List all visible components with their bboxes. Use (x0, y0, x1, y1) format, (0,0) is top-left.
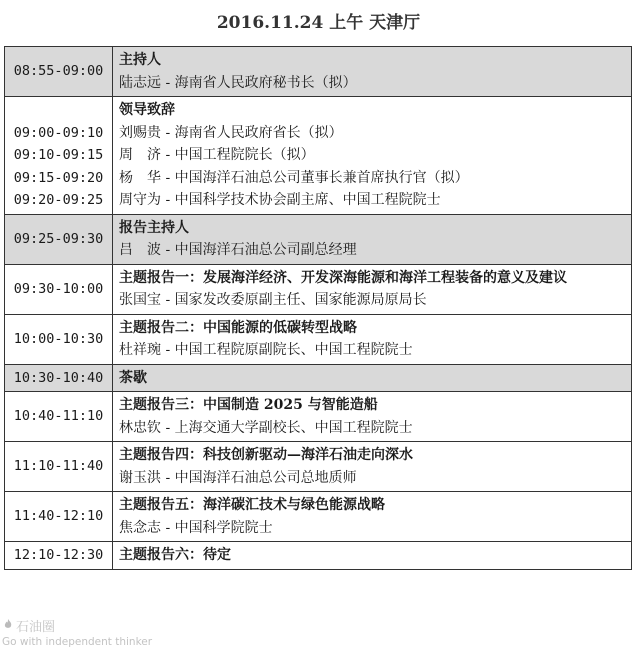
time-slot: 10:30-10:40 (13, 369, 104, 386)
table-row (5, 442, 632, 492)
content-cell (113, 364, 632, 392)
session-heading: 主题报告三：中国制造 2025 与智能造船 (119, 397, 378, 413)
session-heading: 主题报告四：科技创新驱动—海洋石油走向深水 (119, 447, 413, 463)
content-cell (113, 97, 632, 215)
table-row (5, 214, 632, 264)
watermark-text: 石油圈 (16, 620, 56, 635)
speaker-line: 周守为 - 中国科学技术协会副主席、中国工程院院士 (119, 192, 441, 208)
time-cell (5, 97, 113, 215)
time-cell (5, 442, 113, 492)
speaker-line: 吕 波 - 中国海洋石油总公司副总经理 (119, 242, 357, 258)
session-heading: 茶歇 (119, 369, 147, 386)
session-heading: 主题报告二：中国能源的低碳转型战略 (119, 319, 357, 336)
session-heading: 主持人 (119, 52, 161, 68)
time-slot: 12:10-12:30 (13, 547, 104, 563)
content-cell (113, 314, 632, 364)
content-cell (113, 392, 632, 442)
watermark-slogan: Go with independent thinker (2, 636, 153, 648)
session-heading: 报告主持人 (119, 219, 189, 236)
time-cell (5, 364, 113, 392)
table-row (5, 364, 632, 392)
table-row (5, 47, 632, 97)
content-cell (113, 214, 632, 264)
time-slot: 09:10-09:15 (13, 147, 104, 163)
time-slot: 11:40-12:10 (13, 508, 104, 525)
time-cell (5, 392, 113, 442)
time-slot: 09:25-09:30 (13, 230, 104, 247)
table-row (5, 492, 632, 542)
time-slot: 10:00-10:30 (13, 330, 104, 347)
time-slot: 09:00-09:10 (13, 124, 104, 141)
table-row (5, 542, 632, 570)
content-cell (113, 264, 632, 314)
time-slot: 11:10-11:40 (13, 458, 104, 475)
page-title: 2016.11.24 上午 天津厅 (216, 13, 421, 33)
time-cell (5, 214, 113, 264)
time-slot: 08:55-09:00 (13, 63, 104, 80)
content-cell (113, 492, 632, 542)
time-slot: 09:20-09:25 (13, 192, 104, 208)
content-cell (113, 47, 632, 97)
time-slot: 10:40-11:10 (13, 408, 104, 425)
session-heading: 主题报告六：待定 (119, 547, 231, 563)
table-row (5, 264, 632, 314)
watermark (2, 616, 162, 652)
speaker-line: 周 济 - 中国工程院院长（拟） (119, 147, 315, 163)
time-slot: 09:15-09:20 (13, 169, 104, 186)
session-heading: 领导致辞 (119, 102, 175, 118)
speaker-line: 张国宝 - 国家发改委原副主任、国家能源局原局长 (119, 292, 427, 308)
table-row (5, 97, 632, 215)
session-heading: 主题报告五：海洋碳汇技术与绿色能源战略 (119, 497, 385, 513)
flame-icon (2, 618, 14, 630)
session-heading: 主题报告一：发展海洋经济、开发深海能源和海洋工程装备的意义及建议 (119, 269, 567, 286)
speaker-line: 杨 华 - 中国海洋石油总公司董事长兼首席执行官（拟） (119, 169, 469, 186)
speaker-line: 林忠钦 - 上海交通大学副校长、中国工程院院士 (119, 419, 413, 436)
time-cell (5, 264, 113, 314)
schedule-table (4, 46, 632, 570)
table-row (5, 314, 632, 364)
speaker-line: 陆志远 - 海南省人民政府秘书长（拟） (119, 74, 357, 91)
content-cell (113, 442, 632, 492)
speaker-line: 杜祥琬 - 中国工程院原副院长、中国工程院院士 (119, 342, 413, 358)
time-cell (5, 47, 113, 97)
speaker-line: 刘赐贵 - 海南省人民政府省长（拟） (119, 124, 343, 141)
content-cell (113, 542, 632, 570)
table-row (5, 392, 632, 442)
time-cell (5, 492, 113, 542)
speaker-line: 焦念志 - 中国科学院院士 (119, 519, 273, 536)
speaker-line: 谢玉洪 - 中国海洋石油总公司总地质师 (119, 469, 357, 486)
time-cell (5, 542, 113, 570)
time-cell (5, 314, 113, 364)
time-slot: 09:30-10:00 (13, 280, 104, 297)
